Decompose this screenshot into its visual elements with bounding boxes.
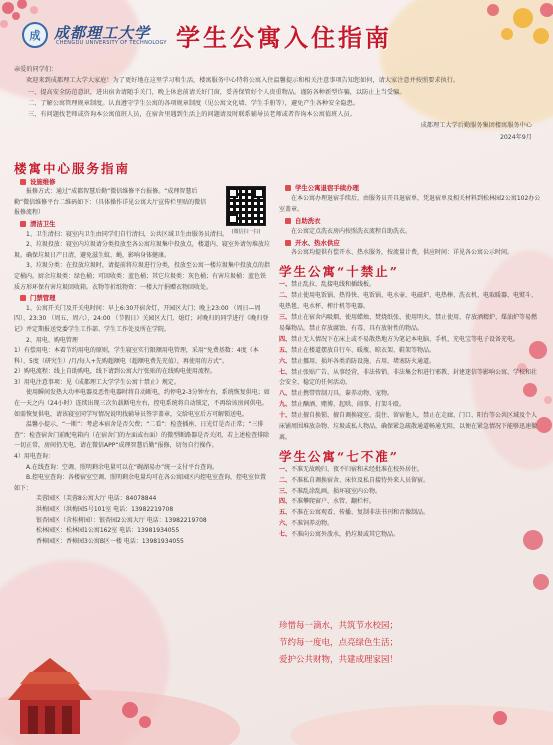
slogan-line: 爱护公共财物，共建成理家园！ <box>279 655 399 665</box>
access-item: 1、公寓开关门及开关电时间：早上6:30开宿舍灯，开园区大门；晚上23:00 （周日—周四）、23:30 （周五、周六）、24:00 （节假日）关园区大门、熄灯；对晚归的同学进行《晚归登记》并定期报送党委学生工作部、学生工作处及所在学院。 <box>14 304 269 333</box>
prohibition-text: 禁止无人情况下在床上或不易散热地方为笔记本电脑、手机、充电宝等电子设备充电。 <box>291 335 520 343</box>
prohibition-item <box>279 357 543 368</box>
access-item: 使用瞬间发热大功率电器及恶性电器时将自动断电，约停电2-3分钟左右，系统恢复供电；如在一天之内（24小时）连续出现三次负载断电左右，控电系统将自动锁定，不再给该房间供电。如需恢复供电，请该寝室同学写情况说明找辅导员签字盖章，交给电室后方可解锁送电。 <box>14 389 270 418</box>
rule-text: 不准向公寓外泼水，扔垃圾或其它物品。 <box>291 531 400 539</box>
subheading-label: 设施维修 <box>30 177 56 186</box>
prohibition-text: 禁止在宿舍内吸烟、使用蜡烛、焚烧纸张、使用明火，禁止使用、存放酒精炉、煤油炉等易燃易爆物品，禁止存放腐蚀、有毒、具有放射性的物品。 <box>279 313 538 332</box>
ten-prohibitions-title: 学生公寓“十禁止” <box>279 264 399 280</box>
prohibition-number: 三、 <box>279 313 292 321</box>
rule-item <box>279 476 543 487</box>
bullet-icon <box>285 218 291 224</box>
water-text: 各公寓均提供有偿开水、热水服务，按流量计费，供应时间：详见各公寓公示时间。 <box>291 249 514 257</box>
rule-number: 六、 <box>279 520 292 528</box>
prohibition-number: 四、 <box>279 335 292 343</box>
address-line: 松林园区：松林园1公寓162室 电话：13981934055 <box>36 527 180 535</box>
prohibition-number: 二、 <box>279 292 292 300</box>
service-guide-column <box>14 161 270 547</box>
header <box>0 0 553 56</box>
rule-item <box>279 530 543 541</box>
prohibition-number: 一、 <box>279 281 292 289</box>
qr-caption: (微信扫一扫) <box>231 229 261 235</box>
prohibition-item <box>279 313 543 335</box>
rule-item <box>279 497 543 508</box>
subheading-laundry <box>285 216 543 227</box>
bullet-icon <box>20 179 26 185</box>
prohibition-text: 禁止擅自换锁、擅自调换寝室、混住、留宿他人，禁止在走廊、门口、阳台等公共区域及个人床铺周围堆放杂物、垃圾或私人物品，确保紧急疏散通道畅通无阻，以便在紧急情况下能够迅速撤离。 <box>279 412 538 441</box>
page-title: 学生公寓入住指南 <box>176 23 392 52</box>
rule-item <box>279 487 543 498</box>
rule-item <box>279 508 543 519</box>
prohibition-text: 禁止张贴广告、从事经营，非法传销、非法集会和进行邪教、封建迷信等影响公寓、学校和社会安全、稳定的任何活动。 <box>279 368 538 387</box>
rule-number: 三、 <box>279 487 292 495</box>
section-title: 楼寓中心服务指南 <box>14 161 131 176</box>
prohibition-number: 五、 <box>279 346 292 354</box>
pagoda-icon <box>8 658 92 734</box>
bullet-icon <box>285 185 291 191</box>
subheading-label: 开水、热水供应 <box>295 238 340 247</box>
qr-code <box>224 186 268 238</box>
prohibition-text: 禁止酗酒、赌博、起哄、闹事、打架斗殴。 <box>291 401 406 409</box>
prohibition-item <box>279 335 543 346</box>
rule-text: 不准攀爬窗户、水管、翻栏杆。 <box>291 498 376 506</box>
access-item: 温馨小提示，“一断”：考虑本宿舍是否欠费；“二看”：检查插座、日光灯是否正常；“三排查”：检查宿舍门前配电箱内（在宿舍门的左面或右面）的微型断路器是否关闭，若上述检查排除一切正常，房间仍无电，请在微信APP“成理智慧后勤”报修，切勿自行操作。 <box>14 421 270 450</box>
repair-text: 报修方式：通过“成都智慧后勤”微信维修平台报修。“成理智慧后勤”微信维修平台二维码如下：（具体操作详见公寓大厅宣传栏里贴的微信报修流程） <box>14 188 207 217</box>
seven-rules-title: 学生公寓“七不准” <box>279 448 399 464</box>
intro-body: 欢迎来到成都理工大学大家庭！为了更好地在这里学习和生活，楼寓服务中心特将公寓入住温馨提示和相关注意事项告知您如何，请大家注意并按照要求执行。 <box>26 77 460 85</box>
subheading-label: 清洁卫生 <box>30 219 56 228</box>
prohibition-text: 禁止使用电饭锅、热得快、电饭锅、电水壶、电磁炉、电热棒、洗衣机、电取暖器、电熨斗、电热毯、电水杯、榨汁机等电器。 <box>279 292 538 311</box>
access-item: B.控电室查询：各楼宿室空调、照明剩余电量均可在各公寓园区内控电室查询，控电室位置如下： <box>14 474 267 492</box>
bullet-icon <box>20 295 26 301</box>
intro-item: 三、有问题找老师或咨询本公寓值班人员，在宿舍里遇到生活上的问题请及时联系辅导员老师或者咨询本公寓值班人员。 <box>28 111 356 119</box>
subheading-label: 学生公寓退宿手续办理 <box>295 184 359 192</box>
signature: 成都理工大学后勤服务集团楼寓服务中心 <box>420 122 532 130</box>
prohibition-number: 十、 <box>279 412 292 420</box>
rule-text: 不准乱涂乱画，损坏寝室内公物。 <box>291 487 382 495</box>
access-item: 3）用电注意事项：见《成都理工大学学生公寓十禁止》规定。 <box>14 378 180 386</box>
subheading-access <box>20 293 270 304</box>
intro-section <box>14 64 538 143</box>
prohibition-item <box>279 389 543 400</box>
rule-number: 四、 <box>279 498 292 506</box>
subheading-checkout <box>285 183 543 194</box>
slogan-line: 节约每一度电，点亮绿色生活； <box>279 638 399 648</box>
prohibition-item <box>279 400 543 411</box>
rule-number: 七、 <box>279 531 292 539</box>
intro-item: 一、提高安全防范意识，进出宿舍请随手关门，晚上休息前请关好门窗，妥善保管好个人贵重物品。谨防各种新型诈骗，以防止上当受骗。 <box>28 88 406 96</box>
prohibition-number: 六、 <box>279 357 292 365</box>
university-en-name: CHENGDU UNIVERSITY OF TECHNOLOGY <box>56 40 167 46</box>
rule-text: 不准饲养动物。 <box>291 520 334 528</box>
rule-number: 五、 <box>279 509 292 517</box>
rule-number: 二、 <box>279 476 292 484</box>
prohibition-item <box>279 411 543 444</box>
rules-column <box>279 183 543 541</box>
address-line: 洪梅园区（洪梅园5号101室 电话：13982219708 <box>36 506 174 513</box>
subheading-label: 门禁管理 <box>30 294 56 303</box>
prohibition-text: 禁止在楼道摆放自行车、暖瓶、晾衣架、鞋架等物品。 <box>291 346 436 354</box>
subheading-label: 自助洗衣 <box>295 216 321 225</box>
prohibition-number: 八、 <box>279 390 292 398</box>
cleaning-item: 1、卫生清扫：寝室内卫生由同学们自行清扫，公共区域卫生由服务员清扫。 <box>26 230 228 238</box>
intro-item: 二、了解公寓管理规章制度。认真遵守学生公寓的各项规章制度（见公寓文化墙、学生手册等），避免产生各种安全隐患。 <box>28 99 360 107</box>
university-name: 成都理工大学 <box>54 24 151 42</box>
seven-rules-list <box>279 465 543 541</box>
prohibition-item <box>279 346 543 357</box>
prohibition-text: 禁止乱拉、乱接电线和插线板。 <box>291 281 376 289</box>
access-item: 4）用电查询： <box>14 453 54 461</box>
cleaning-item: 3、垃圾分类：在投放垃圾时，请提前将垃圾进行分类，投放至公寓一楼垃圾集中投放点的指定桶内。厨余垃圾类：绿色桶；可回收类：蓝色桶；其它垃圾类：灰色桶；有害垃圾桶：蓝色铁质方形环保有害垃圾回收箱。衣物等折纸物资：一楼大厅捐赠衣物回收处。 <box>14 262 270 291</box>
access-item: A.在线查询：空调、照明剩余电量可以在“碗湖易办”统一支付平台查询。 <box>26 463 219 471</box>
prohibition-item <box>279 280 543 291</box>
access-item: 1）有偿用电：本着节约用电的原则，学生寝室实行限额用电管理，采用“免费基数：4度（本科）、5度（研究生）/月/每人+先购超额电（超额电费先充值），再使用的方式”。 <box>14 347 259 365</box>
ten-prohibitions-list <box>279 280 543 444</box>
prohibition-number: 九、 <box>279 401 292 409</box>
bullet-icon <box>285 240 291 246</box>
slogan-line: 珍惜每一滴水，共筑节水校园； <box>279 621 399 631</box>
rule-item <box>279 519 543 530</box>
address-line: 银杏园区（含桂树园）：银杏园2公寓大厅 电话：13982219708 <box>36 516 207 524</box>
laundry-text: 在公寓定点洗衣房内按照洗衣流程自助洗衣。 <box>291 227 412 235</box>
bullet-icon <box>20 221 26 227</box>
prohibition-item <box>279 368 543 390</box>
university-logo-icon: 成 <box>22 22 48 48</box>
qr-code-icon <box>226 186 266 226</box>
access-item: 2、用电、购电管理 <box>26 336 78 344</box>
prohibition-text: 禁止挪用、损坏各类消防设施、占用、堵塞防火通道。 <box>291 357 436 365</box>
rule-text: 不准在公寓观看、传播、复制非法书刊和音像制品。 <box>291 509 430 517</box>
address-line: 香樟园区：香樟园3公寓B区一楼 电话：13981934055 <box>36 537 184 545</box>
rule-number: 一、 <box>279 465 292 473</box>
rule-text: 不准无故晚归、夜不归宿和未经批准在校外居住。 <box>291 465 424 473</box>
access-item: 2）购电流程：线上自助购电，线下请到公寓大厅张贴的在线购电使用流程。 <box>14 368 216 376</box>
greeting: 亲爱的同学们： <box>14 66 58 73</box>
subheading-water <box>285 238 543 249</box>
prohibition-text: 禁止携带管制刀具，豢养动物、宠物。 <box>291 390 394 398</box>
date: 2024年9月 <box>499 133 532 141</box>
rule-text: 不准私自调换宿舍、床位及私自接待外来人员留宿。 <box>291 476 430 484</box>
prohibition-number: 七、 <box>279 368 292 376</box>
prohibition-item <box>279 291 543 313</box>
rule-item <box>279 465 543 476</box>
checkout-text: 在本公寓办理退宿手续后，由服务员开具退宿单，凭退宿单及相关材料到松林园2公寓102办公室盖章。 <box>279 194 541 213</box>
cleaning-item: 2、垃圾投放：寝室内垃圾请分类投放至各公寓垃圾集中投放点，楼道内、寝室外请勿堆放垃圾。确保垃圾日产日清，避免滋生蚊、蝇，影响身体健康。 <box>14 241 270 259</box>
address-line: 芙蓉园区（芙蓉8公寓大厅 电话：84078844 <box>36 495 157 503</box>
footer-illustration <box>0 640 553 745</box>
